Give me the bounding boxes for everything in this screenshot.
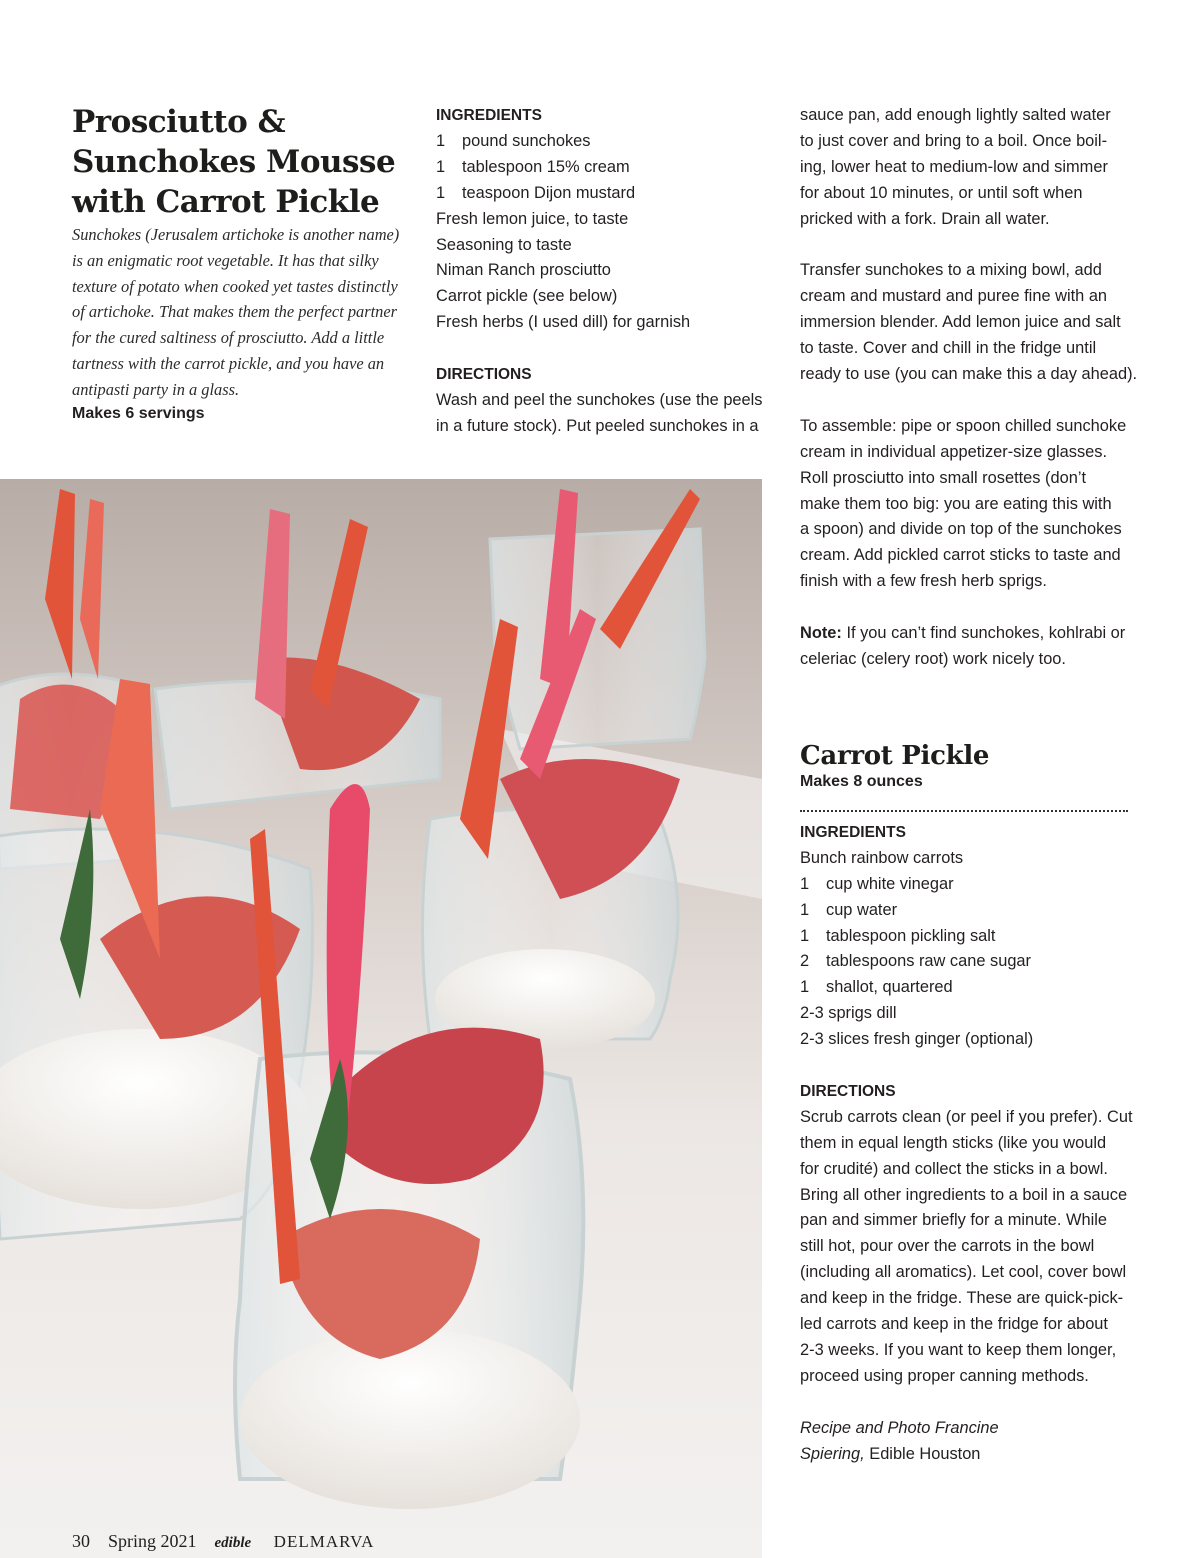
ingredient-line <box>436 129 766 155</box>
note-line <box>800 621 1130 647</box>
pickle-directions-line: and keep in the fridge. These are quick-pick- <box>800 1289 1124 1308</box>
recipe-title-line: with Carrot Pickle <box>72 184 380 220</box>
ingredients-column <box>436 103 766 440</box>
directions-line: Transfer sunchokes to a mixing bowl, add <box>800 261 1102 280</box>
directions-line: Roll prosciutto into small rosettes (don’t <box>800 468 1087 487</box>
pickle-directions-line: still hot, pour over the carrots in the bowl <box>800 1237 1095 1256</box>
directions-heading: DIRECTIONS <box>436 366 532 384</box>
directions-line: cream in individual appetizer-size glasses. <box>800 442 1108 461</box>
directions-line: in a future stock). Put peeled sunchokes in a <box>436 416 759 435</box>
photo-credit <box>800 1442 1130 1468</box>
ingredient-item: tablespoon pickling salt <box>826 926 996 945</box>
directions-line: sauce pan, add enough lightly salted water <box>800 106 1111 124</box>
pickle-ingredient-line <box>800 924 1130 950</box>
ingredient-qty: 1 <box>800 978 810 997</box>
pickle-directions-line: for crudité) and collect the sticks in a bowl. <box>800 1159 1108 1178</box>
recipe-servings: Makes 6 servings <box>72 405 205 422</box>
pickle-ingredients-heading: INGREDIENTS <box>800 823 906 841</box>
pickle-directions-heading: DIRECTIONS <box>800 1082 896 1100</box>
directions-line: to taste. Cover and chill in the fridge until <box>800 339 1097 358</box>
pickle-ingredient-line: 2-3 slices fresh ginger (optional) <box>800 1030 1034 1049</box>
photo-credit <box>800 1416 1130 1442</box>
recipe-title-line: Sunchokes Mousse <box>72 144 396 180</box>
ingredient-line: Fresh lemon juice, to taste <box>436 209 629 228</box>
ingredient-qty: 1 <box>800 926 810 945</box>
directions-line: Wash and peel the sunchokes (use the peels <box>436 390 763 409</box>
pickle-ingredient-line <box>800 949 1130 975</box>
ingredient-line: Seasoning to taste <box>436 235 572 254</box>
directions-line: finish with a few fresh herb sprigs. <box>800 572 1047 591</box>
pickle-directions-line: (including all aromatics). Let cool, cover bowl <box>800 1263 1127 1282</box>
directions-line: make them too big: you are eating this with <box>800 494 1112 513</box>
pickle-directions-line: 2-3 weeks. If you want to keep them longer, <box>800 1341 1117 1359</box>
ingredient-line <box>436 181 766 207</box>
ingredient-item: tablespoon 15% cream <box>462 157 630 176</box>
directions-column <box>800 103 1138 1468</box>
directions-line: for about 10 minutes, or until soft when <box>800 183 1083 202</box>
ingredient-item: tablespoons raw cane sugar <box>826 952 1032 971</box>
recipe-title <box>72 102 412 222</box>
directions-line: a spoon) and divide on top of the sunchokes <box>800 520 1122 539</box>
pickle-yield: Makes 8 ounces <box>800 772 923 790</box>
page-number: 30 <box>72 1531 90 1551</box>
ingredient-qty: 2 <box>800 952 810 971</box>
pickle-directions-line: them in equal length sticks (like you would <box>800 1133 1107 1152</box>
pickle-directions-line: Scrub carrots clean (or peel if you prefer). Cut <box>800 1107 1133 1126</box>
food-photo <box>0 479 762 1558</box>
note-text: If you can’t find sunchokes, kohlrabi or <box>841 624 1126 643</box>
brand-name: DELMARVA <box>273 1532 375 1551</box>
ingredient-qty: 1 <box>436 157 446 176</box>
photo-illustration <box>0 479 762 1558</box>
credit-line: Recipe and Photo Francine <box>800 1418 999 1437</box>
note-line: celeriac (celery root) work nicely too. <box>800 649 1066 668</box>
ingredient-line: Carrot pickle (see below) <box>436 287 618 306</box>
dotted-divider <box>800 810 1128 812</box>
ingredient-item: cup white vinegar <box>826 874 954 893</box>
pickle-title: Carrot Pickle <box>800 740 990 771</box>
pickle-ingredient-line <box>800 898 1130 924</box>
brand-prefix: edible <box>214 1535 252 1551</box>
directions-line: pricked with a fork. Drain all water. <box>800 209 1050 228</box>
pickle-ingredient-line <box>800 872 1130 898</box>
directions-line: ready to use (you can make this a day ahead). <box>800 365 1138 384</box>
pickle-directions-line: Bring all other ingredients to a boil in a sauce <box>800 1185 1128 1204</box>
credit-publication: Edible Houston <box>864 1444 981 1463</box>
directions-line: cream and mustard and puree fine with an <box>800 287 1108 306</box>
directions-line: ing, lower heat to medium-low and simmer <box>800 157 1108 176</box>
ingredient-item: cup water <box>826 900 898 919</box>
directions-line: immersion blender. Add lemon juice and salt <box>800 313 1121 332</box>
directions-line: To assemble: pipe or spoon chilled sunchoke <box>800 416 1127 435</box>
directions-line: cream. Add pickled carrot sticks to taste and <box>800 546 1121 565</box>
recipe-title-line: Prosciutto & <box>72 104 286 140</box>
ingredient-item: shallot, quartered <box>826 978 953 997</box>
recipe-intro: Sunchokes (Jerusalem artichoke is another name) is an enigmatic root vegetable. It has that silky texture of potato when cooked yet tastes distinctly of artichoke. That makes them the perfect partner for the cured saltiness of prosciutto. Add a little tartness with the carrot pickle, and you have an antipasti party in a glass. <box>72 225 400 399</box>
note-label: Note: <box>800 624 842 643</box>
ingredient-qty: 1 <box>436 131 446 150</box>
ingredient-line: Fresh herbs (I used dill) for garnish <box>436 313 691 332</box>
ingredient-line: Niman Ranch prosciutto <box>436 261 611 280</box>
page-footer <box>72 1531 392 1552</box>
pickle-directions-line: led carrots and keep in the fridge for about <box>800 1315 1108 1334</box>
credit-name: Spiering, <box>800 1444 865 1463</box>
ingredient-qty: 1 <box>800 874 810 893</box>
pickle-ingredient-line <box>800 975 1130 1001</box>
ingredient-item: pound sunchokes <box>462 131 591 150</box>
ingredient-line <box>436 155 766 181</box>
ingredient-qty: 1 <box>800 900 810 919</box>
ingredients-heading: INGREDIENTS <box>436 107 542 124</box>
pickle-directions-line: proceed using proper canning methods. <box>800 1366 1089 1385</box>
issue-label: Spring 2021 <box>108 1531 197 1551</box>
pickle-ingredient-line: Bunch rainbow carrots <box>800 848 964 867</box>
ingredient-item: teaspoon Dijon mustard <box>462 183 636 202</box>
directions-line: to just cover and bring to a boil. Once boil- <box>800 131 1108 150</box>
pickle-ingredient-line: 2-3 sprigs dill <box>800 1004 897 1023</box>
pickle-directions-line: pan and simmer briefly for a minute. While <box>800 1211 1107 1230</box>
ingredient-qty: 1 <box>436 183 446 202</box>
